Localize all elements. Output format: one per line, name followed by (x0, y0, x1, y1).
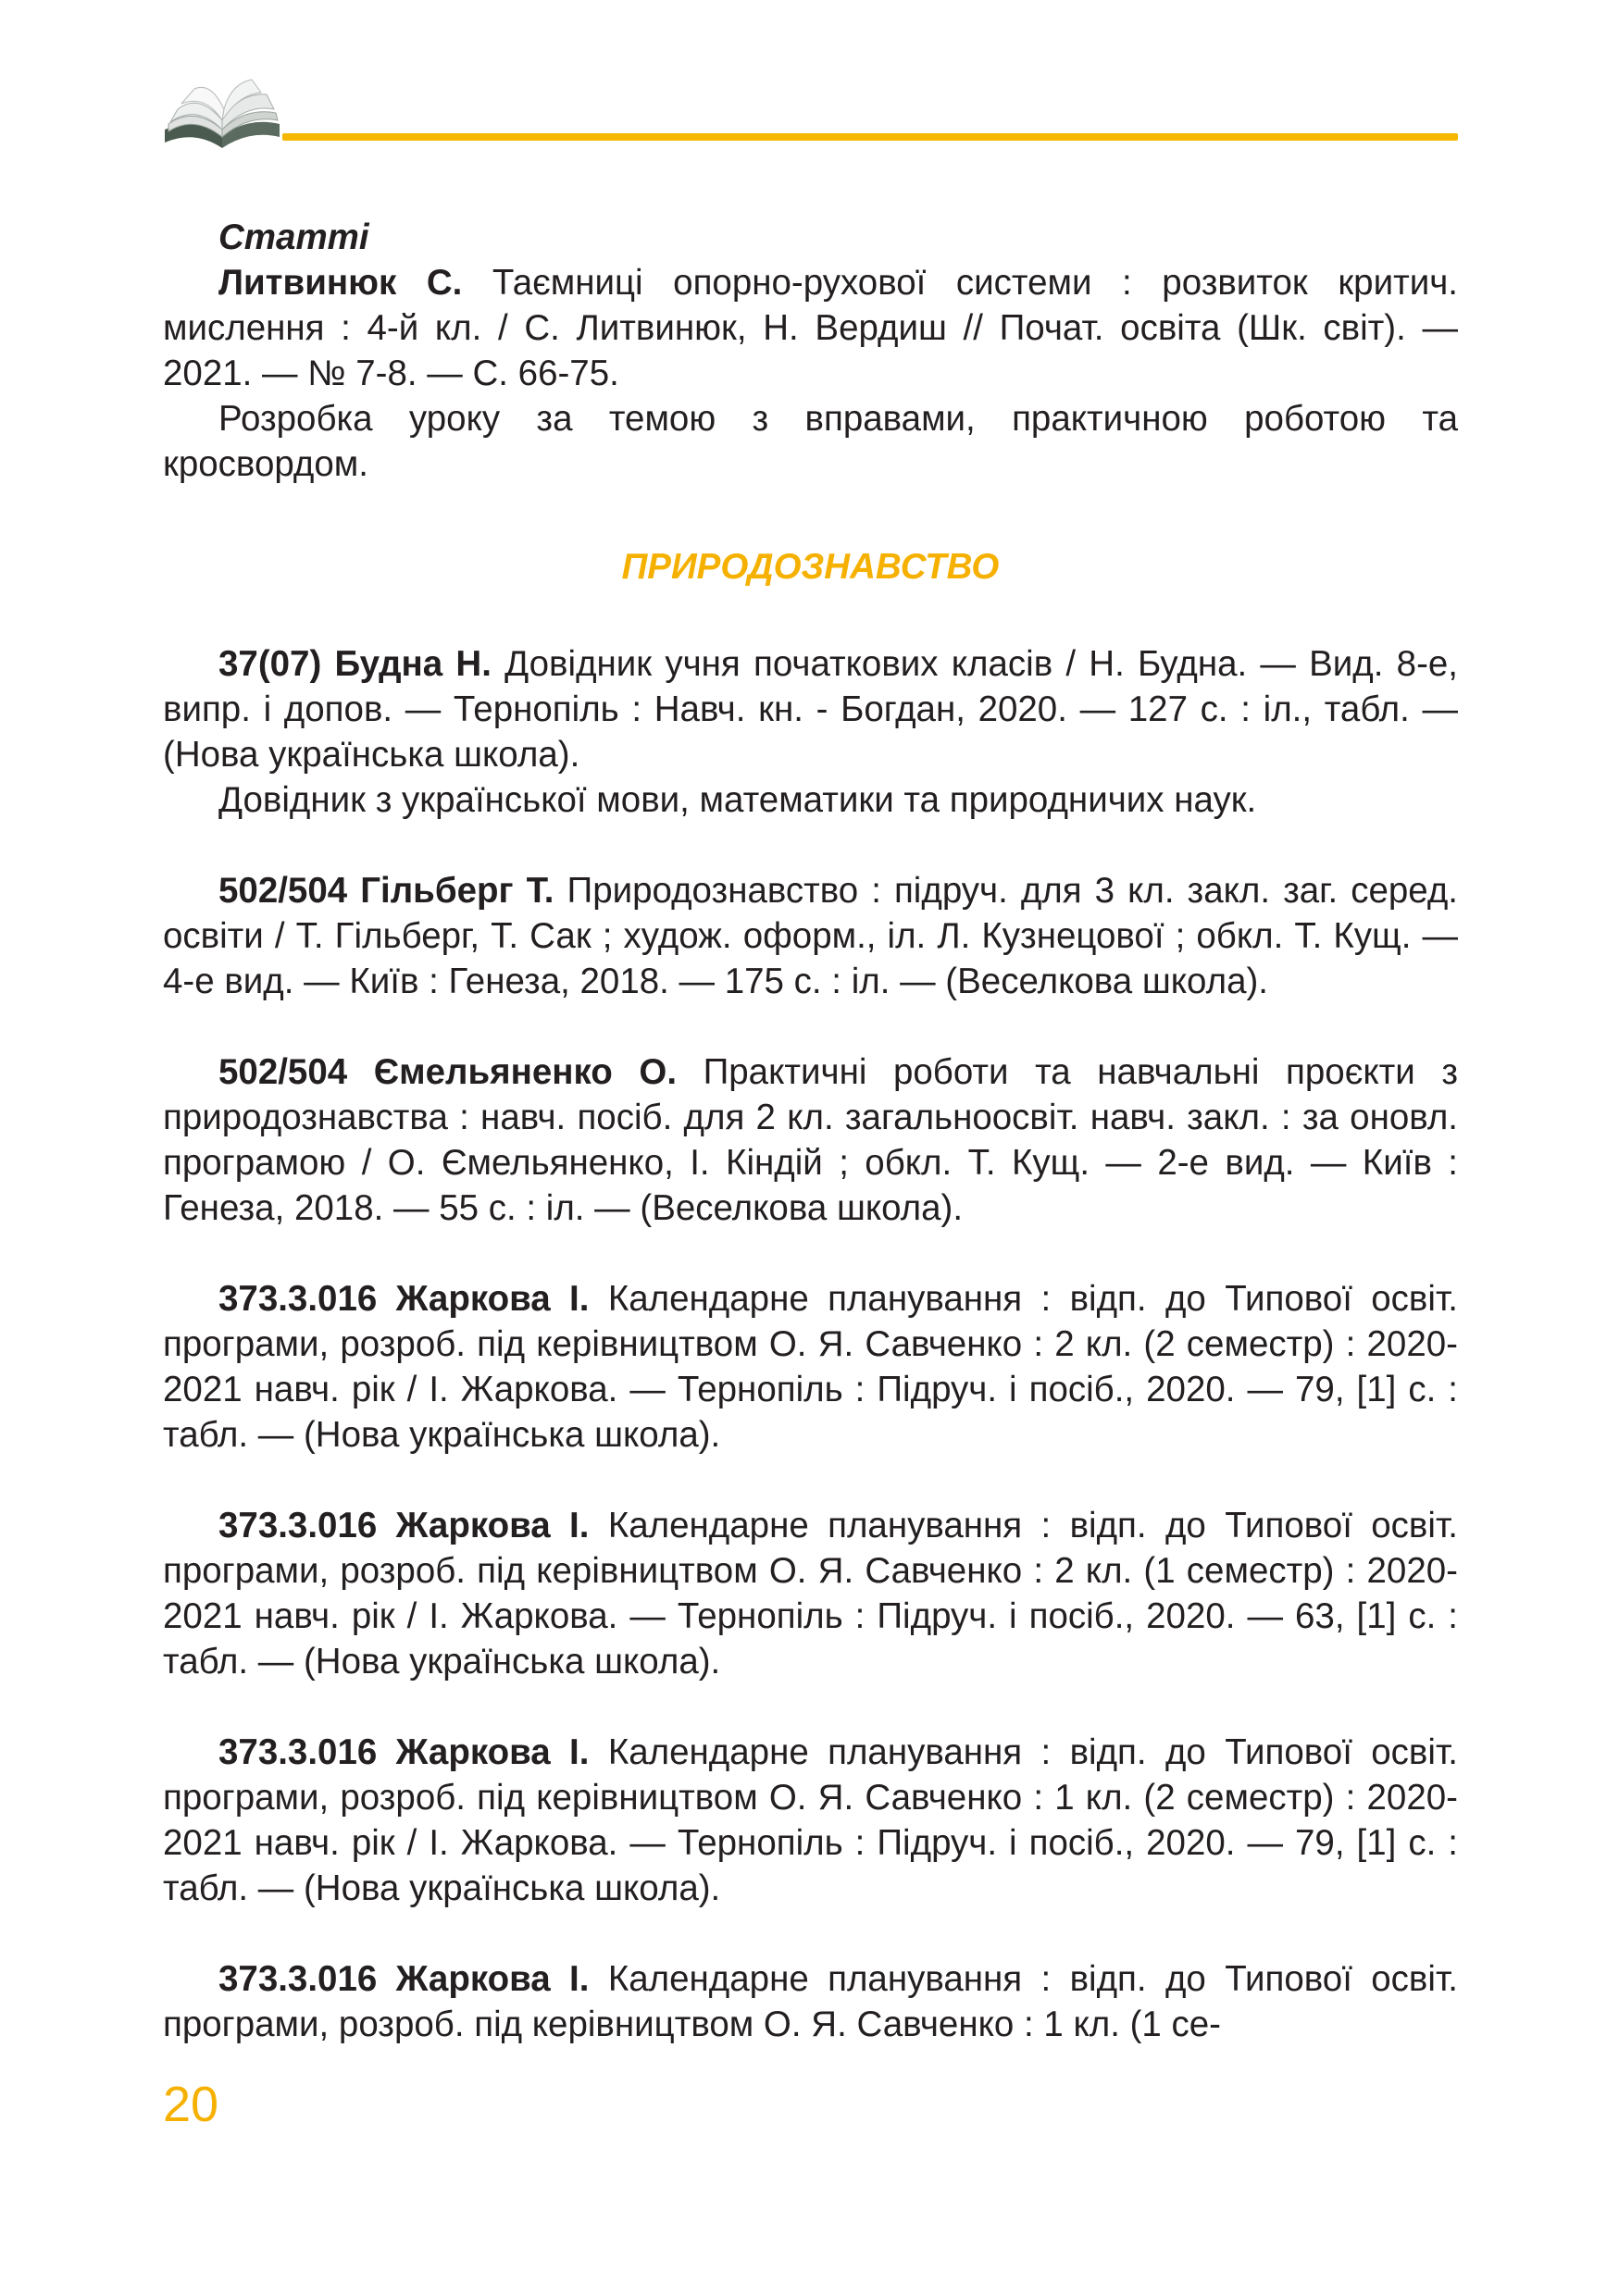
open-book-icon (157, 72, 287, 165)
entry-head: Литвинюк С. (218, 263, 463, 303)
page-content (163, 215, 1458, 2047)
entry-body: Таємниці опорно-рухової системи : розвиток критич. мислення : 4-й кл. / С. Литвинюк, Н. Вердиш // Почат. освіта (Шк. світ). — 2021. — № 7-8. — С. 66-75. (163, 263, 1458, 393)
bibliography-entry (163, 1956, 1458, 2047)
bibliography-entry (163, 1730, 1458, 1911)
entry-head: 502/504 Гільберг Т. (218, 871, 554, 911)
entry-body: Календарне планування : відп. до Типової освіт. програми, розроб. під керівництвом О. Я. Савченко : 2 кл. (1 семестр) : 2020-2021 навч. рік / І. Жаркова. — Тернопіль : Підруч. і посіб., 2020. — 63, [1] с. : табл. — (Нова українська школа). (163, 1506, 1459, 1682)
header-rule (282, 133, 1458, 141)
entry-head: 37(07) Будна Н. (218, 644, 492, 684)
bibliography-entry (163, 1503, 1458, 1684)
entry-head: 373.3.016 Жаркова І. (218, 1506, 590, 1545)
entry-body: Календарне планування : відп. до Типової освіт. програми, розроб. під керівництвом О. Я. Савченко : 2 кл. (2 семестр) : 2020-2021 навч. рік / І. Жаркова. — Тернопіль : Підруч. і посіб., 2020. — 79, [1] с. : табл. — (Нова українська школа). (163, 1279, 1459, 1455)
section-heading: ПРИРОДОЗНАВСТВО (621, 547, 1000, 587)
entry-head: 373.3.016 Жаркова І. (218, 1959, 590, 1999)
page-number: 20 (163, 2077, 219, 2132)
bibliography-entry (163, 641, 1458, 777)
entry-annotation: Розробка уроку за темою з вправами, практичною роботою та кросвордом. (163, 399, 1458, 484)
entry-body: Природознавство : підруч. для 3 кл. закл. заг. серед. освіти / Т. Гільберг, Т. Сак ; худож. оформ., іл. Л. Кузнецової ; обкл. Т. Кущ. — 4-е вид. — Київ : Генеза, 2018. — 175 с. : іл. — (Веселкова школа). (163, 871, 1458, 1001)
entry-head: 502/504 Ємельяненко О. (218, 1052, 678, 1092)
section-label-articles: Статті (218, 217, 369, 257)
bibliography-entry (163, 260, 1458, 396)
entry-annotation: Довідник з української мови, математики та природничих наук. (218, 780, 1257, 820)
bibliography-entry (163, 1049, 1458, 1231)
entry-body: Календарне планування : відп. до Типової освіт. програми, розроб. під керівництвом О. Я. Савченко : 1 кл. (1 се- (163, 1959, 1459, 2044)
entry-body: Календарне планування : відп. до Типової освіт. програми, розроб. під керівництвом О. Я. Савченко : 1 кл. (2 семестр) : 2020-2021 навч. рік / І. Жаркова. — Тернопіль : Підруч. і посіб., 2020. — 79, [1] с. : табл. — (Нова українська школа). (163, 1732, 1459, 1908)
bibliography-entry (163, 868, 1458, 1004)
entry-body: Довідник учня початкових класів / Н. Будна. — Вид. 8-е, випр. і допов. — Тернопіль : Навч. кн. - Богдан, 2020. — 127 с. : іл., табл. — (Нова українська школа). (163, 644, 1458, 775)
entry-head: 373.3.016 Жаркова І. (218, 1732, 590, 1772)
bibliography-entry (163, 1276, 1458, 1458)
entry-head: 373.3.016 Жаркова І. (218, 1279, 590, 1319)
entry-body: Практичні роботи та навчальні проєкти з природознавства : навч. посіб. для 2 кл. загальноосвіт. навч. закл. : за оновл. програмою / О. Ємельяненко, І. Кіндій ; обкл. Т. Кущ. — 2-е вид. — Київ : Генеза, 2018. — 55 с. : іл. — (Веселкова школа). (163, 1052, 1459, 1228)
